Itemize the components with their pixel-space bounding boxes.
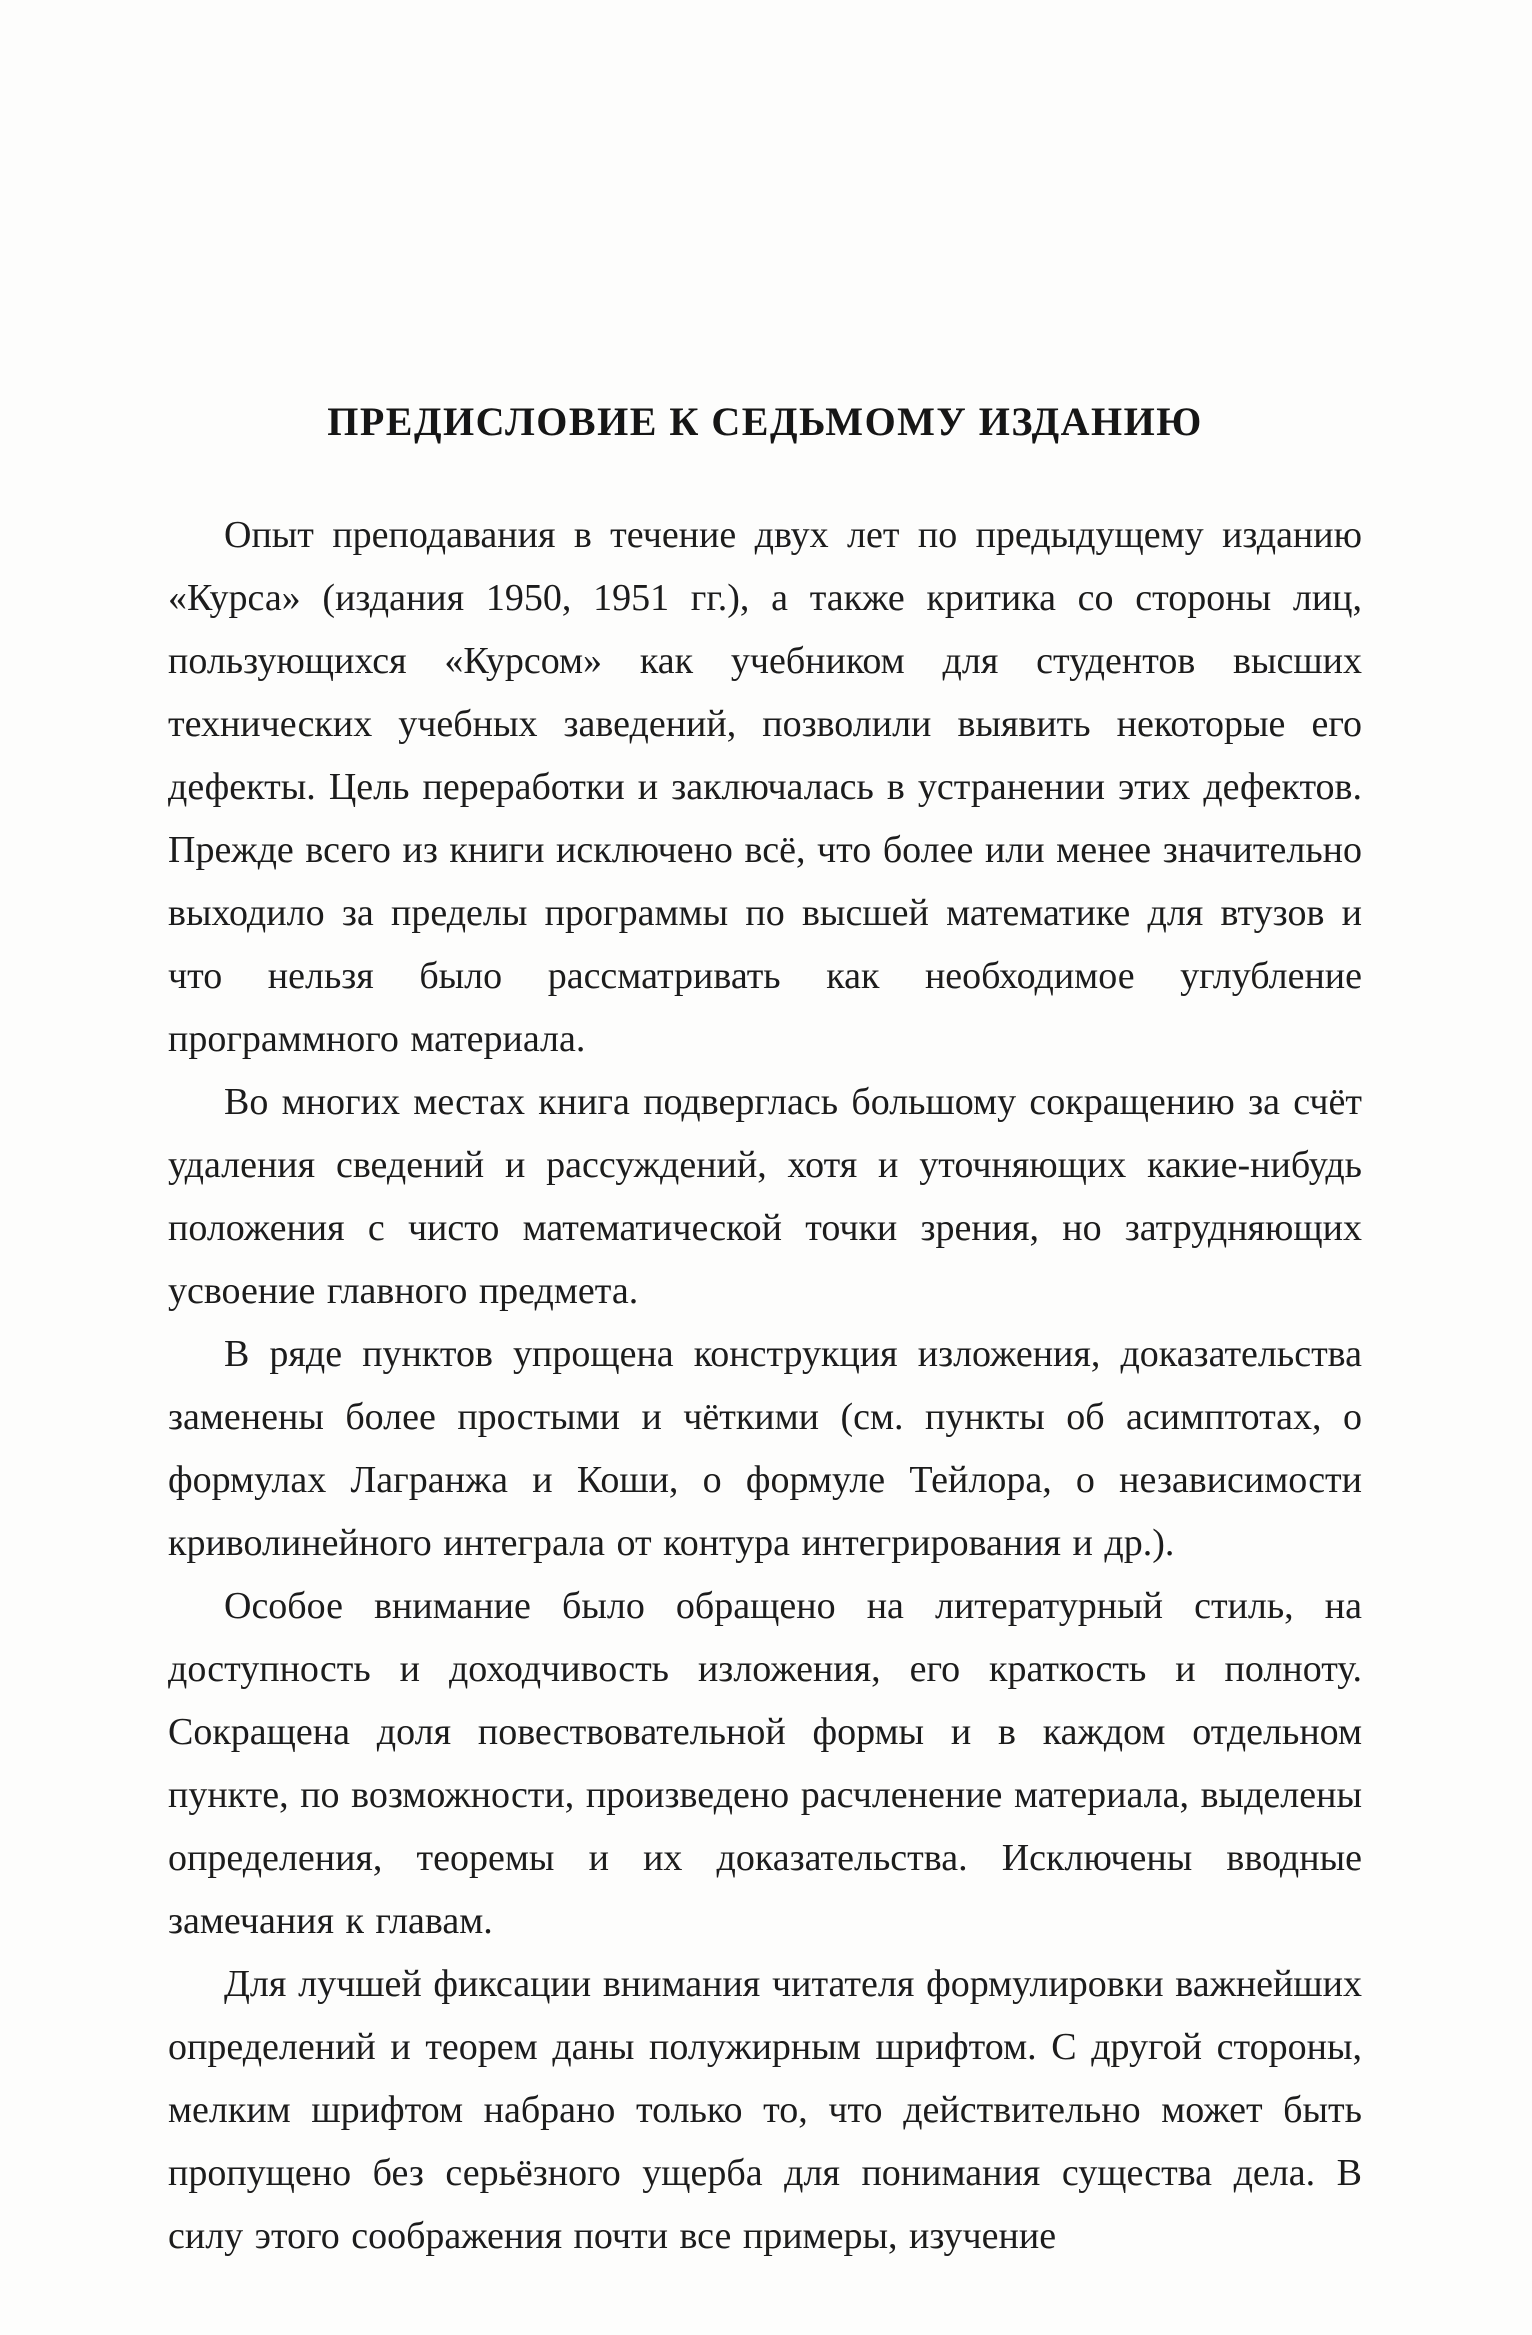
paragraph-5: Для лучшей фиксации внимания читателя формулировки важнейших определений и теорем даны полужирным шрифтом. С другой стороны, мелким шрифтом набрано только то, что действительно может быть пропущено без серьёзного ущерба для понимания существа дела. В силу этого соображения почти все примеры, изучение — [168, 1963, 1362, 2257]
paragraph-4: Особое внимание было обращено на литературный стиль, на доступность и доходчивость изложения, его краткость и полноту. Сокращена доля повествовательной формы и в каждом отдельном пункте, по возможности, произведено расчленение материала, выделены определения, теоремы и их доказательства. Исключены вводные замечания к главам. — [168, 1585, 1362, 1942]
page-title: ПРЕДИСЛОВИЕ К СЕДЬМОМУ ИЗДАНИЮ — [327, 399, 1203, 444]
paragraph-1: Опыт преподавания в течение двух лет по предыдущему изданию «Курса» (издания 1950, 1951 гг.), а также критика со стороны лиц, пользующихся «Курсом» как учебником для студентов высших технических учебных заведений, позволили выявить некоторые его дефекты. Цель переработки и заключалась в устранении этих дефектов. Прежде всего из книги исключено всё, что более или менее значительно выходило за пределы программы по высшей математике для втузов и что нельзя было рассматривать как необходимое углубление программного материала. — [168, 514, 1362, 1060]
paragraph-2: Во многих местах книга подверглась большому сокращению за счёт удаления сведений и рассуждений, хотя и уточняющих какие-нибудь положения с чисто математической точки зрения, но затрудняющих усвоение главного предмета. — [168, 1081, 1362, 1312]
paragraph-3: В ряде пунктов упрощена конструкция изложения, доказательства заменены более простыми и чёткими (см. пункты об асимптотах, о формулах Лагранжа и Коши, о формуле Тейлора, о независимости криволинейного интеграла от контура интегрирования и др.). — [168, 1333, 1362, 1564]
text-block — [168, 504, 1362, 2268]
